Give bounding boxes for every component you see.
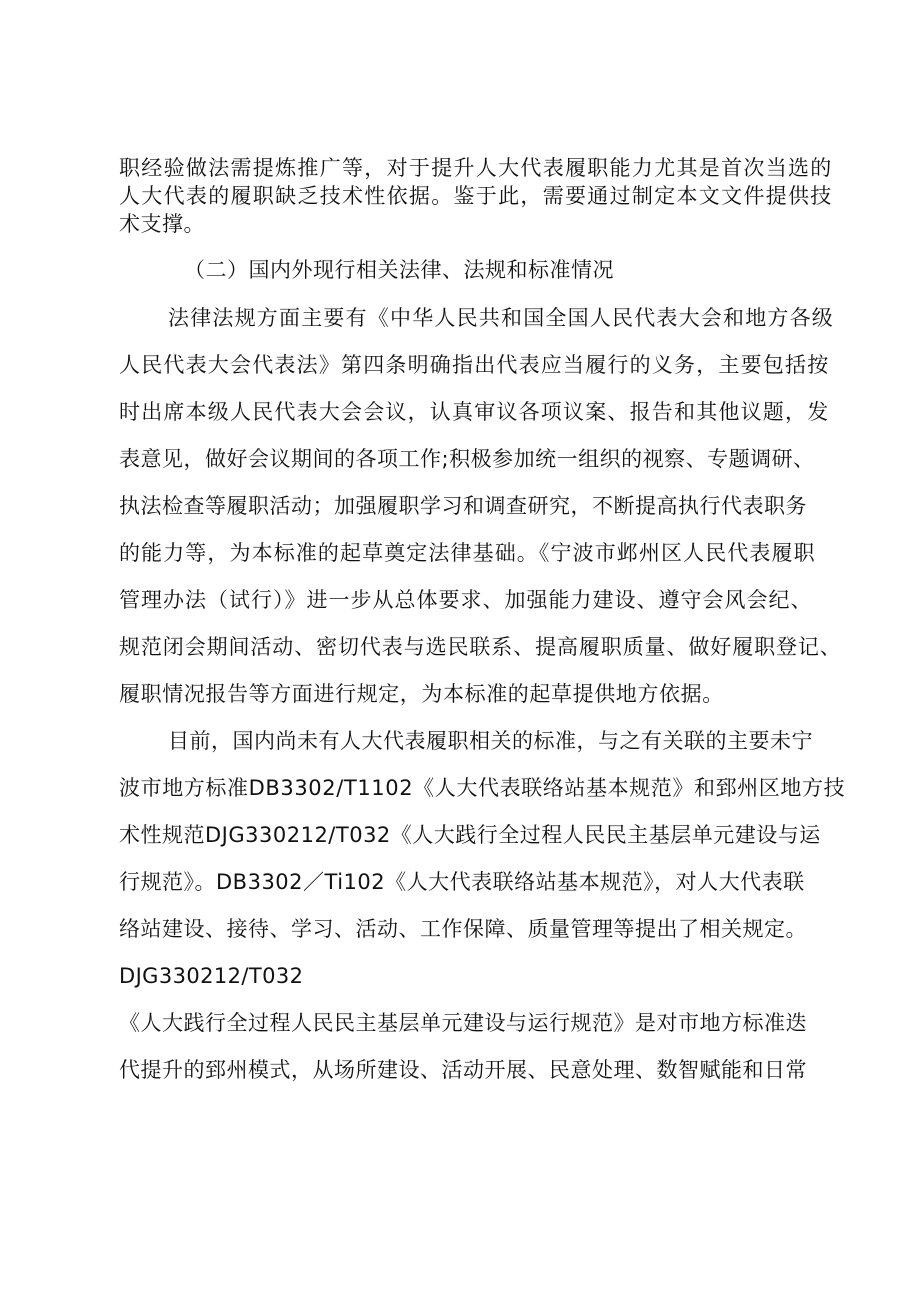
standard-code-line: DJG330212/T032 (119, 964, 304, 988)
body-text-line: 术性规范DJG330212/T032《人大践行全过程人民民主基层单元建设与运 (119, 823, 821, 847)
section-heading: （二）国内外现行相关法律、法规和标准情况 (184, 258, 614, 282)
body-text-line: 波市地方标准DB3302/T1102《人大代表联络站基本规范》和郅州区地方技 (119, 776, 846, 800)
body-text-line: 人大代表的履职缺乏技术性依据。鉴于此，需要通过制定本文文件提供技 (119, 184, 833, 208)
body-text-line: 行规范》。DB3302／Ti102《人大代表联络站基本规范》，对人大代表联 (119, 870, 805, 894)
body-text-line: 的能力等，为本标准的起草奠定法律基础。《宁波市邺州区人民代表履职 (119, 541, 816, 565)
body-text-line: 职经验做法需提炼推广等，对于提升人大代表履职能力尤其是首次当选的 (119, 156, 833, 180)
body-text-line: 代提升的郅州模式，从场所建设、活动开展、民意处理、数智赋能和日常 (119, 1058, 807, 1082)
body-text-line: 人民代表大会代表法》第四条明确指出代表应当履行的义务，主要包括按 (119, 353, 830, 377)
body-text-line: 管理办法（试行）》进一步从总体要求、加强能力建设、遵守会风会纪、 (119, 588, 813, 612)
body-text-line: 术支撑。 (119, 212, 205, 236)
body-text-line: 执法检查等履职活动；加强履职学习和调查研究，不断提高执行代表职务 (119, 494, 807, 518)
body-text-line: 规范闭会期间活动、密切代表与选民联系、提高履职质量、做好履职登记、 (119, 635, 842, 659)
body-text-line: 《人大践行全过程人民民主基层单元建设与运行规范》是对市地方标准迭 (119, 1011, 807, 1035)
body-text-line: 法律法规方面主要有《中华人民共和国全国人民代表大会和地方各级 (168, 306, 834, 330)
body-text-line: 目前，国内尚未有人大代表履职相关的标准，与之有关联的主要未宁 (168, 729, 813, 753)
body-text-line: 表意见，做好会议期间的各项工作;积极参加统一组织的视察、专题调研、 (119, 447, 815, 471)
body-text-line: 络站建设、接待、学习、活动、工作保障、质量管理等提出了相关规定。 (119, 917, 807, 941)
body-text-line: 履职情况报告等方面进行规定，为本标准的起草提供地方依据。 (119, 682, 724, 706)
body-text-line: 时出席本级人民代表大会会议，认真审议各项议案、报告和其他议题，发 (119, 400, 830, 424)
